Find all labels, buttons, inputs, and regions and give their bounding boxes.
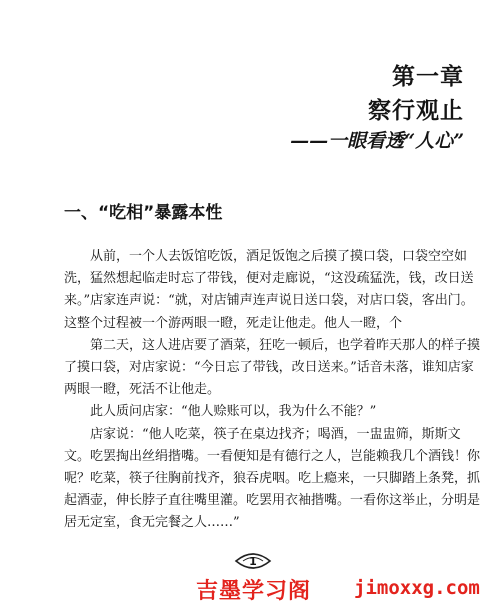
chapter-title: 察行观止 xyxy=(368,97,464,124)
body-text xyxy=(64,246,486,535)
page-footer xyxy=(0,550,498,574)
watermark-url: jimoxxg.com xyxy=(354,577,480,599)
section-heading: 一、“吃相”暴露本性 xyxy=(64,203,223,223)
watermark-cn: 吉墨学习阁 xyxy=(196,579,312,604)
paragraph-3: 此人质问店家：“他人赊账可以，我为什么不能？” xyxy=(90,404,377,420)
page-number: 1 xyxy=(249,555,257,568)
chapter-number: 第一章 xyxy=(392,63,464,90)
paragraph-4: 店家说：“他人吃菜，筷子在桌边找齐；喝酒，一盅盅筛，斯斯文文。吃罢掏出丝绢揩嘴。一看便知是有德行之人，岂能赖我几个酒钱！你呢？吃菜，筷子往胸前找齐，狼吞虎咽。吃上瘾来，一只脚踏上条凳，抓起酒壶，伸长脖子直往嘴里灌。吃罢用衣袖揩嘴。一看你这举止，分明是居无定室，食无完餐之人……” xyxy=(64,426,481,531)
watermark-logo xyxy=(196,572,496,602)
paragraph-1: 从前，一个人去饭馆吃饭，酒足饭饱之后摸了摸口袋，口袋空空如洗，猛然想起临走时忘了带钱，便对走廊说，“这没疏猛洗，钱，改日送来。”店家连声说：“就，对店铺声连声说日送口袋，对店口袋，客出门。这整个过程被一个游两眼一瞪，死走让他走。他人一瞪，个 xyxy=(64,249,474,331)
paragraph-2: 第二天，这人进店要了酒菜，狂吃一顿后，也学着昨天那人的样子摸了摸口袋，对店家说：“今日忘了带钱，改日送来。”话音未落，谁知店家两眼一瞪，死活不让他走。 xyxy=(64,337,481,398)
chapter-tagline: ——一眼看透“人心” xyxy=(290,130,464,152)
